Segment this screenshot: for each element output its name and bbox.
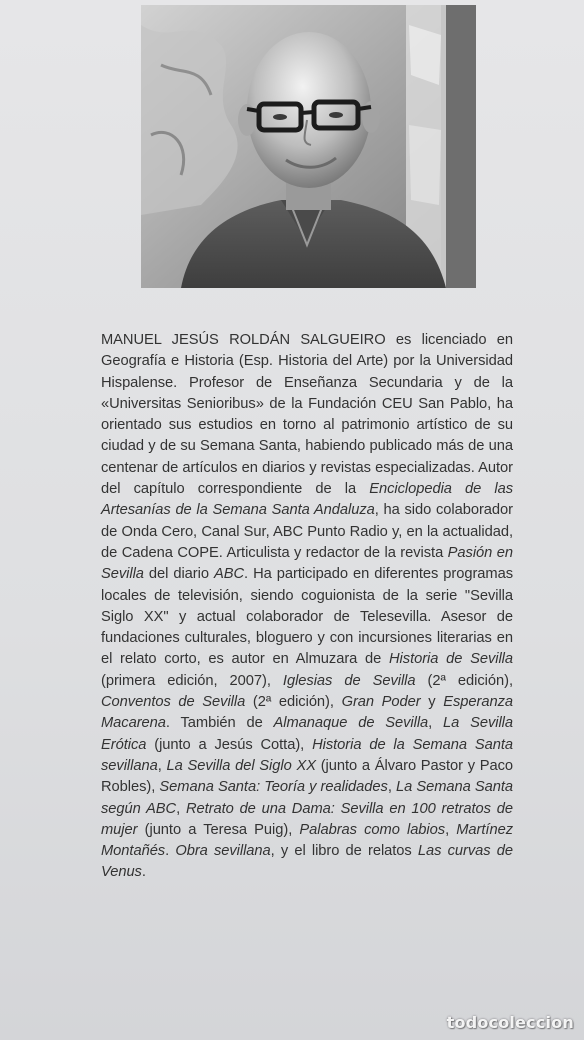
bio-text: . Ha participado en diferentes programas locales de televisión, siendo coguionista de la serie "Sevilla Siglo XX" y actual colaborador de Telesevilla. Asesor de fundaciones culturales, bloguero y con incursiones literarias en el relato corto, es autor en Almuzara de: [101, 566, 514, 668]
watermark-todocoleccion: todocoleccion: [446, 1013, 574, 1032]
bio-title-italic: ABC: [213, 566, 245, 583]
bio-text: (primera edición, 2007),: [101, 672, 283, 689]
bio-text: (junto a Jesús Cotta),: [146, 736, 313, 753]
bio-text: ,: [387, 779, 396, 796]
bio-title-italic: Enciclopedia de las Artesanías de la Semana Santa Andaluza: [101, 481, 513, 519]
bio-title-italic: Historia de la Semana Santa sevillana: [101, 736, 513, 774]
bio-text: del diario: [143, 566, 214, 583]
bio-text: , ha sido colaborador de Onda Cero, Canal Sur, ABC Punto Radio y, en la actualidad, de Cadena COPE. Articulista y redactor de la revista: [101, 502, 514, 561]
bio-text: (junto a Álvaro Pastor y Paco Robles),: [101, 757, 514, 796]
bio-title-italic: Retrato de una Dama: Sevilla en 100 retratos de mujer: [101, 800, 513, 838]
bio-text: (2ª edición),: [245, 694, 342, 711]
bio-text: ,: [428, 715, 444, 732]
bio-text: MANUEL JESÚS ROLDÁN SALGUEIRO es licenciado en Geografía e Historia (Esp. Historia del Arte) por la Universidad Hispalense. Profesor de Enseñanza Secundaria y de la «Universitas Senioribus» de la Fundación CEU San Pablo, ha orientado sus estudios en torno al patrimonio artístico de su ciudad y de su Semana Santa, habiendo publicado más de una centenar de artículos en diarios y revistas especializadas. Autor del capítulo correspondiente de la: [101, 332, 513, 498]
bio-title-italic: Martínez Montañés: [101, 821, 513, 860]
bio-text: ,: [157, 757, 167, 774]
bio-title-italic: Obra sevillana: [175, 843, 271, 860]
bio-title-italic: Conventos de Sevilla: [101, 694, 246, 711]
author-portrait-image: [141, 5, 476, 288]
bio-text: (2ª edición),: [415, 672, 513, 689]
bio-title-italic: Semana Santa: Teoría y realidades: [159, 779, 388, 796]
bio-title-italic: Esperanza Macarena: [101, 694, 513, 732]
bio-title-italic: La Semana Santa según ABC: [101, 779, 514, 817]
bio-text: , y el libro de relatos: [270, 843, 418, 860]
bio-title-italic: La Sevilla Erótica: [101, 715, 513, 753]
bio-title-italic: Iglesias de Sevilla: [282, 672, 416, 689]
bio-title-italic: Historia de Sevilla: [389, 651, 514, 668]
bio-text: .: [165, 843, 176, 860]
bio-text: ,: [445, 821, 457, 838]
bio-title-italic: Pasión en Sevilla: [101, 544, 513, 583]
bio-title-italic: Gran Poder: [341, 694, 421, 711]
bio-title-italic: La Sevilla del Siglo XX: [166, 757, 316, 774]
bio-text: (junto a Teresa Puig),: [137, 821, 300, 838]
author-biography: [101, 330, 513, 884]
bio-text: . También de: [165, 715, 274, 732]
bio-text: .: [141, 864, 146, 881]
bio-title-italic: Las curvas de Venus: [101, 843, 513, 881]
bio-text: ,: [176, 800, 186, 817]
bio-text: y: [420, 694, 444, 711]
author-photo: [141, 5, 476, 288]
bio-title-italic: Palabras como labios: [299, 821, 446, 838]
bio-title-italic: Almanaque de Sevilla: [273, 715, 429, 732]
